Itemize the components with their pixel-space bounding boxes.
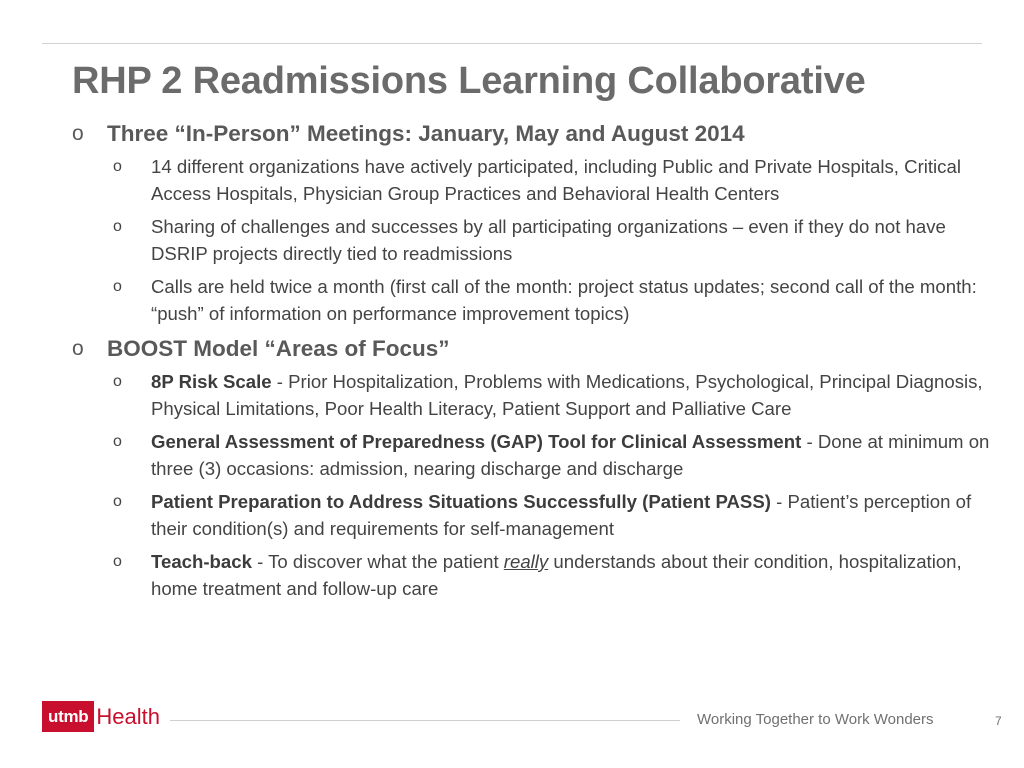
bullet-icon: o [72,122,84,145]
slide-title: RHP 2 Readmissions Learning Collaborative [72,60,866,102]
list-item [113,548,1002,602]
section-heading [72,118,1002,149]
section-heading [72,333,1002,364]
list-item-text: Sharing of challenges and successes by all participating organizations – even if they do not have DSRIP projects directly tied to readmissions [151,216,946,264]
list-item [113,213,1002,267]
bullet-icon: o [113,278,122,295]
logo-box: utmb [42,701,94,732]
list-item-text: - Patient’s perception of their condition(s) and requirements for self-management [151,491,972,539]
list-item [113,368,1002,422]
bullet-icon: o [113,553,122,570]
bullet-icon: o [113,373,122,390]
bullet-icon: o [113,493,122,510]
list-item [113,428,1002,482]
bullet-icon: o [72,337,84,360]
list-item [113,488,1002,542]
list-item-emphasis: really [503,551,549,572]
list-item-term: Patient Preparation to Address Situations Successfully (Patient PASS) [151,491,771,512]
footer-divider [170,720,680,721]
section-items [113,368,1002,602]
utmb-health-logo [42,701,160,732]
section-heading-text: Three “In-Person” Meetings: January, May and August 2014 [107,121,745,146]
list-item-text: - To discover what the patient [251,551,504,572]
list-item-text: 14 different organizations have actively participated, including Public and Private Hospitals, Critical Access Hospitals, Physician Group Practices and Behavioral Health Centers [151,156,961,204]
list-item-text: - Done at minimum on three (3) occasions: admission, nearing discharge and discharge [151,431,990,479]
list-item-text-after: understands about their condition, hospitalization, home treatment and follow-up care [151,551,962,599]
top-divider [42,43,982,44]
page-number: 7 [995,714,1002,728]
bullet-icon: o [113,433,122,450]
section-heading-text: BOOST Model “Areas of Focus” [107,336,450,361]
list-item-term: 8P Risk Scale [151,371,272,392]
slide-content [72,118,1002,608]
list-item [113,273,1002,327]
bullet-icon: o [113,158,122,175]
list-item-term: Teach-back [151,551,252,572]
list-item [113,153,1002,207]
logo-text: Health [96,703,160,729]
list-item-text: Calls are held twice a month (first call of the month: project status updates; second call of the month: “push” of information on performance improvement topics) [151,276,977,324]
footer-tagline: Working Together to Work Wonders [697,711,934,728]
section-items [113,153,1002,327]
list-item-term: General Assessment of Preparedness (GAP) Tool for Clinical Assessment [151,431,802,452]
bullet-icon: o [113,218,122,235]
list-item-text: - Prior Hospitalization, Problems with Medications, Psychological, Principal Diagnosis, Physical Limitations, Poor Health Literacy, Patient Support and Palliative Care [151,371,983,419]
